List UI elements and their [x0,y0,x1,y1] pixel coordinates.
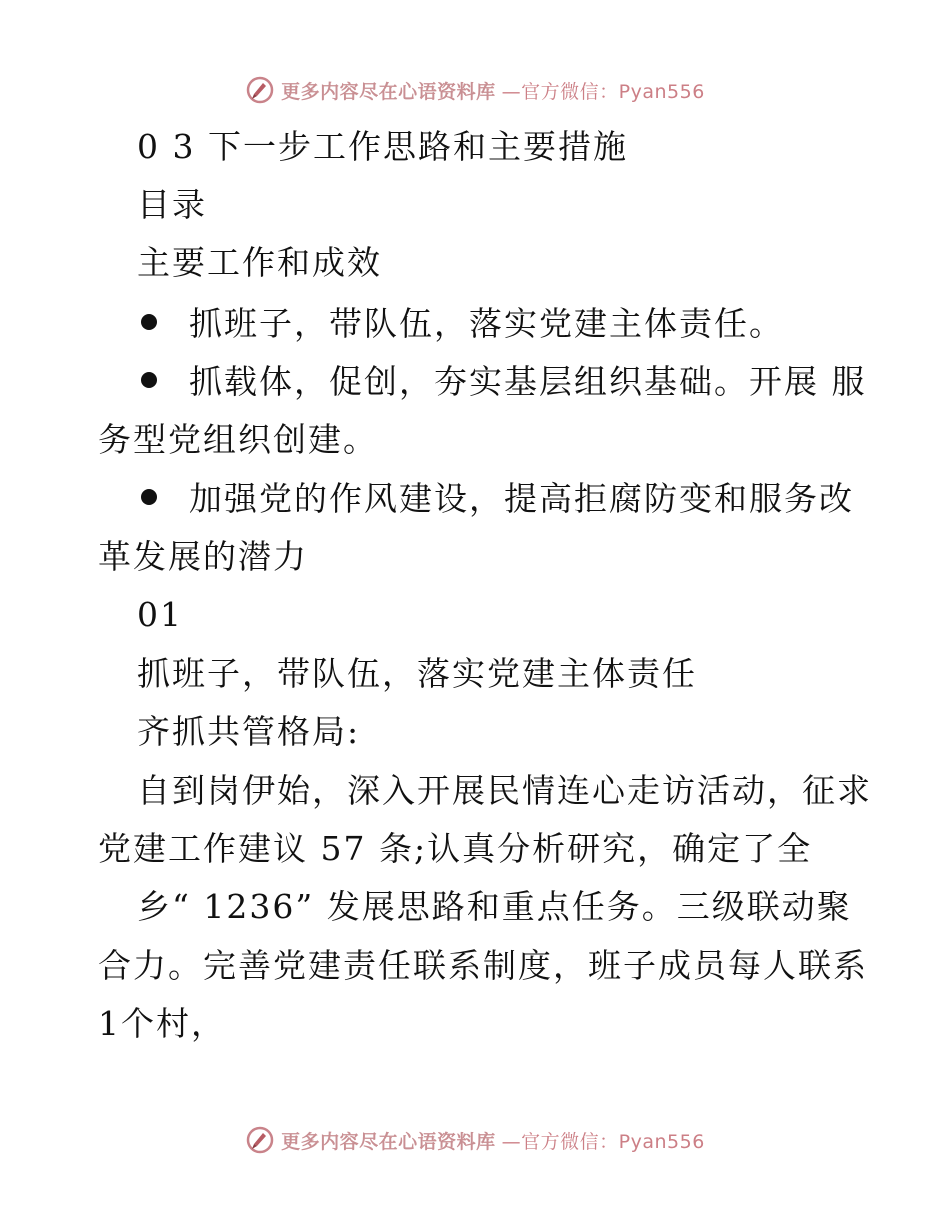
watermark-footer [0,1120,950,1160]
bullet-icon [141,372,157,388]
text-line [0,528,950,586]
line-text: 加强党的作风建设，提高拒腐防变和服务改 [189,479,854,518]
line-text: 0 3 下一步工作思路和主要措施 [137,127,628,166]
text-line [0,995,950,1053]
line-text: 革发展的潜力 [98,537,308,576]
line-text: 齐抓共管格局: [137,712,361,751]
line-text: 务型党组织创建。 [98,420,378,459]
watermark-contact: —官方微信：Pyan556 [501,1130,705,1153]
text-line [0,176,950,234]
line-text: 党建工作建议 57 条;认真分析研究，确定了全 [98,829,813,868]
text-line [0,645,950,703]
watermark-header [0,70,950,110]
bullet-icon [141,489,157,505]
line-text: 01 [137,595,183,634]
logo-icon [245,1125,275,1155]
watermark-text: 更多内容尽在心语资料库 [281,80,496,103]
line-text: 1个村， [98,1004,226,1043]
text-line [0,820,950,878]
line-text: 合力。完善党建责任联系制度，班子成员每人联系 [98,946,868,985]
watermark-text: 更多内容尽在心语资料库 [281,1130,496,1153]
line-text: 自到岗伊始，深入开展民情连心走访活动，征求 [137,771,872,810]
text-line [0,586,950,644]
line-text: 主要工作和成效 [137,243,382,282]
text-line [0,762,950,820]
line-text: 抓载体，促创，夯实基层组织基础。开展 服 [189,362,867,401]
line-text: 抓班子，带队伍，落实党建主体责任。 [189,304,784,343]
text-line [0,703,950,761]
line-text: 乡“ 1236” 发展思路和重点任务。三级联动聚 [137,887,852,926]
text-line [0,234,950,292]
text-line [0,411,950,469]
bullet-icon [141,314,157,330]
bullet-item [0,470,950,528]
bullet-item [0,353,950,411]
logo-icon [245,75,275,105]
text-line [0,118,950,176]
line-text: 目录 [137,185,207,224]
watermark-contact: —官方微信：Pyan556 [501,80,705,103]
text-line [0,937,950,995]
bullet-item [0,295,950,353]
line-text: 抓班子，带队伍，落实党建主体责任 [137,654,697,693]
text-line [0,878,950,936]
